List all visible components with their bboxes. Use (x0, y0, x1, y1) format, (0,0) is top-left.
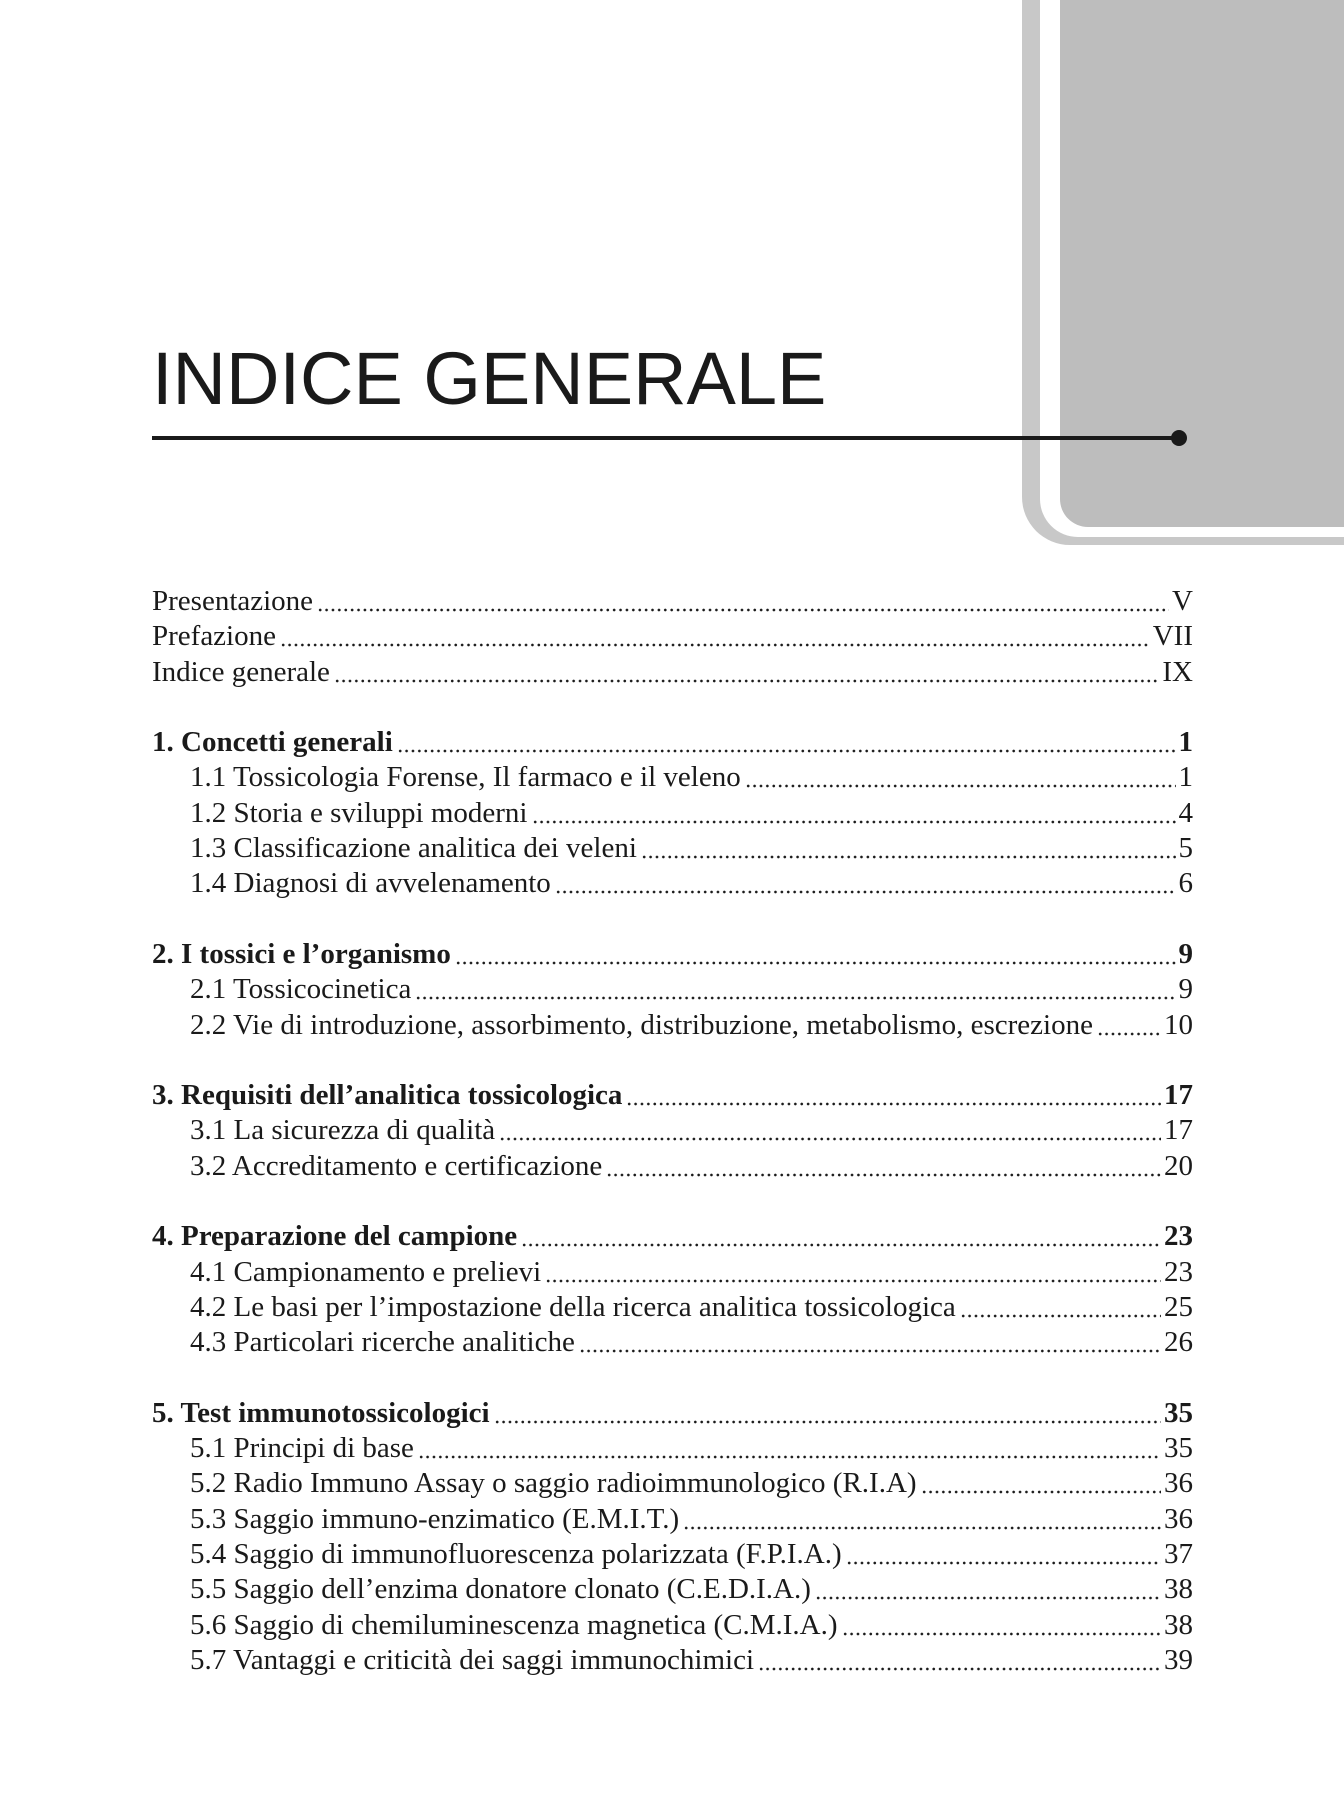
dot-leader (532, 796, 1176, 831)
toc-chapter-5 (152, 1396, 1193, 1431)
toc-chapter-page: 35 (1164, 1396, 1193, 1429)
toc-chapter-page: 9 (1178, 937, 1193, 970)
table-of-contents (152, 584, 1193, 1678)
toc-chapter-3 (152, 1078, 1193, 1113)
toc-chapter-page: 17 (1164, 1079, 1193, 1112)
toc-chapter-label: 4. Preparazione del campione (152, 1220, 518, 1253)
dot-leader (334, 655, 1159, 690)
toc-section-3-1 (152, 1113, 1193, 1148)
toc-section-2-1 (152, 972, 1193, 1007)
toc-section-page: 1 (1178, 761, 1193, 794)
page-title: INDICE GENERALE (152, 337, 827, 420)
toc-section-page: 10 (1164, 1008, 1193, 1041)
toc-chapter-2 (152, 937, 1193, 972)
toc-section-5-2 (152, 1466, 1193, 1501)
title-rule (152, 436, 1179, 440)
toc-entry-page: IX (1162, 655, 1193, 688)
dot-leader (626, 1078, 1161, 1113)
dot-leader (815, 1572, 1161, 1607)
dot-leader (555, 866, 1176, 901)
toc-section-2-2 (152, 1008, 1193, 1043)
toc-chapter-label: 1. Concetti generali (152, 726, 393, 759)
toc-section-label: 2.1 Tossicocinetica (190, 973, 412, 1006)
toc-chapter-1 (152, 725, 1193, 760)
dot-leader (606, 1149, 1161, 1184)
toc-section-page: 38 (1164, 1608, 1193, 1641)
toc-section-5-4 (152, 1537, 1193, 1572)
toc-section-page: 9 (1178, 973, 1193, 1006)
toc-section-page: 4 (1178, 796, 1193, 829)
dot-leader (921, 1466, 1161, 1501)
toc-entry-presentazione (152, 584, 1193, 619)
toc-section-4-3 (152, 1325, 1193, 1360)
toc-chapter-page: 23 (1164, 1220, 1193, 1253)
rule-end-dot (1171, 430, 1187, 446)
toc-chapter-label: 3. Requisiti dell’analitica tossicologica (152, 1079, 623, 1112)
toc-section-page: 35 (1164, 1432, 1193, 1465)
toc-section-label: 1.3 Classificazione analitica dei veleni (190, 832, 637, 865)
toc-section-label: 4.1 Campionamento e prelievi (190, 1255, 542, 1288)
toc-entry-page: VII (1152, 620, 1193, 653)
toc-section-page: 36 (1164, 1502, 1193, 1535)
dot-leader (1097, 1008, 1161, 1043)
toc-section-5-3 (152, 1502, 1193, 1537)
toc-section-label: 2.2 Vie di introduzione, assorbimento, distribuzione, metabolismo, escrezione (190, 1008, 1093, 1041)
toc-section-1-1 (152, 760, 1193, 795)
toc-section-page: 25 (1164, 1290, 1193, 1323)
toc-chapter-page: 1 (1178, 726, 1193, 759)
toc-section-label: 5.2 Radio Immuno Assay o saggio radioimmunologico (R.I.A) (190, 1467, 917, 1500)
toc-section-page: 20 (1164, 1149, 1193, 1182)
toc-section-label: 3.1 La sicurezza di qualità (190, 1114, 496, 1147)
dot-leader (683, 1502, 1161, 1537)
dot-leader (317, 584, 1169, 619)
toc-section-1-3 (152, 831, 1193, 866)
toc-section-4-1 (152, 1255, 1193, 1290)
toc-section-3-2 (152, 1149, 1193, 1184)
dot-leader (641, 831, 1176, 866)
toc-section-page: 23 (1164, 1255, 1193, 1288)
toc-entry-label: Prefazione (152, 620, 276, 653)
toc-entry-page: V (1172, 585, 1193, 617)
dot-leader (280, 619, 1150, 654)
dot-leader (960, 1290, 1161, 1325)
toc-section-5-1 (152, 1431, 1193, 1466)
toc-section-label: 1.1 Tossicologia Forense, Il farmaco e il veleno (190, 761, 741, 794)
toc-section-label: 5.7 Vantaggi e criticità dei saggi immunochimici (190, 1643, 755, 1676)
toc-section-label: 5.1 Principi di base (190, 1432, 414, 1465)
toc-chapter-label: 2. I tossici e l’organismo (152, 937, 451, 970)
toc-section-page: 37 (1164, 1538, 1193, 1571)
toc-section-label: 5.4 Saggio di immunofluorescenza polarizzata (F.P.I.A.) (190, 1538, 842, 1571)
dot-leader (418, 1431, 1161, 1466)
toc-section-label: 4.3 Particolari ricerche analitiche (190, 1326, 575, 1359)
toc-section-label: 5.5 Saggio dell’enzima donatore clonato (C.E.D.I.A.) (190, 1573, 811, 1606)
toc-section-label: 3.2 Accreditamento e certificazione (190, 1149, 603, 1182)
toc-section-5-7 (152, 1643, 1193, 1678)
toc-section-label: 4.2 Le basi per l’impostazione della ricerca analitica tossicologica (190, 1290, 956, 1323)
dot-leader (415, 972, 1175, 1007)
toc-section-5-5 (152, 1572, 1193, 1607)
dot-leader (499, 1113, 1161, 1148)
toc-section-label: 5.3 Saggio immuno-enzimatico (E.M.I.T.) (190, 1502, 680, 1535)
toc-section-page: 17 (1164, 1114, 1193, 1147)
dot-leader (545, 1255, 1161, 1290)
toc-section-page: 5 (1178, 832, 1193, 865)
dot-leader (745, 760, 1176, 795)
toc-section-1-4 (152, 866, 1193, 901)
dot-leader (494, 1396, 1161, 1431)
dot-leader (846, 1537, 1161, 1572)
toc-section-4-2 (152, 1290, 1193, 1325)
toc-section-5-6 (152, 1608, 1193, 1643)
toc-section-label: 5.6 Saggio di chemiluminescenza magnetica (C.M.I.A.) (190, 1608, 838, 1641)
toc-section-1-2 (152, 796, 1193, 831)
toc-entry-label: Indice generale (152, 655, 330, 688)
toc-entry-indice-generale (152, 655, 1193, 690)
dot-leader (455, 937, 1176, 972)
chapter-tab-fill (1060, 0, 1344, 527)
dot-leader (521, 1219, 1161, 1254)
toc-section-page: 39 (1164, 1643, 1193, 1676)
dot-leader (758, 1643, 1161, 1678)
toc-entry-prefazione (152, 619, 1193, 654)
dot-leader (397, 725, 1176, 760)
dot-leader (579, 1325, 1161, 1360)
toc-section-label: 1.2 Storia e sviluppi moderni (190, 796, 528, 829)
toc-section-page: 26 (1164, 1326, 1193, 1359)
toc-chapter-label: 5. Test immunotossicologici (152, 1396, 490, 1429)
toc-section-page: 36 (1164, 1467, 1193, 1500)
toc-section-page: 6 (1178, 867, 1193, 900)
toc-entry-label: Presentazione (152, 585, 314, 617)
toc-section-label: 1.4 Diagnosi di avvelenamento (190, 867, 551, 900)
toc-chapter-4 (152, 1219, 1193, 1254)
toc-section-page: 38 (1164, 1573, 1193, 1606)
dot-leader (842, 1608, 1162, 1643)
